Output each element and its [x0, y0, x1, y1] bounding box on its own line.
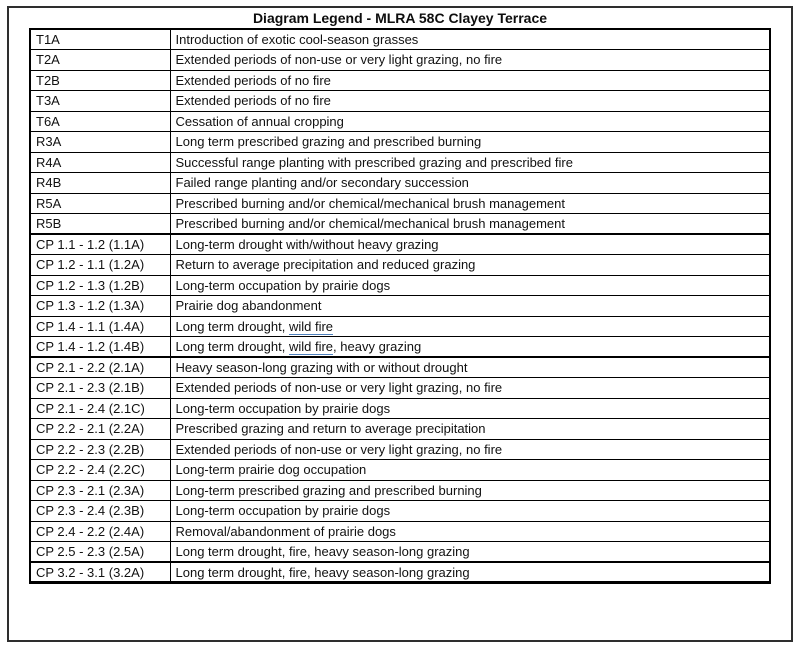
description-cell: Removal/abandonment of prairie dogs: [170, 521, 770, 542]
table-row: [30, 111, 770, 132]
table-row: [30, 255, 770, 276]
table-row: [30, 29, 770, 50]
table-row: [30, 521, 770, 542]
description-cell: Long term drought, fire, heavy season-long grazing: [170, 562, 770, 583]
description-cell: Prescribed burning and/or chemical/mechanical brush management: [170, 214, 770, 235]
table-row: [30, 193, 770, 214]
pathway-code-cell: CP 2.2 - 2.4 (2.2C): [30, 460, 170, 481]
pathway-code-cell: CP 1.1 - 1.2 (1.1A): [30, 234, 170, 255]
pathway-code-cell: CP 2.1 - 2.4 (2.1C): [30, 398, 170, 419]
pathway-code-cell: R4B: [30, 173, 170, 194]
table-row: [30, 296, 770, 317]
description-cell: Heavy season-long grazing with or without drought: [170, 357, 770, 378]
pathway-code-cell: T6A: [30, 111, 170, 132]
pathway-code-cell: T3A: [30, 91, 170, 112]
pathway-code-cell: CP 3.2 - 3.1 (3.2A): [30, 562, 170, 583]
description-cell: Extended periods of non-use or very light grazing, no fire: [170, 439, 770, 460]
table-row: [30, 480, 770, 501]
pathway-code-cell: CP 2.3 - 2.1 (2.3A): [30, 480, 170, 501]
description-text: Long term drought,: [175, 318, 289, 334]
table-row: [30, 398, 770, 419]
table-row: [30, 460, 770, 481]
pathway-code-cell: CP 1.2 - 1.1 (1.2A): [30, 255, 170, 276]
description-cell: Cessation of annual cropping: [170, 111, 770, 132]
pathway-code-cell: R5A: [30, 193, 170, 214]
table-row: [30, 337, 770, 358]
description-cell: Long-term drought with/without heavy grazing: [170, 234, 770, 255]
table-row: [30, 50, 770, 71]
pathway-code-cell: CP 1.3 - 1.2 (1.3A): [30, 296, 170, 317]
description-cell: Extended periods of no fire: [170, 70, 770, 91]
pathway-code-cell: R3A: [30, 132, 170, 153]
pathway-code-cell: R5B: [30, 214, 170, 235]
table-row: [30, 173, 770, 194]
table-row: [30, 542, 770, 563]
table-row: [30, 214, 770, 235]
table-row: [30, 234, 770, 255]
table-row: [30, 501, 770, 522]
pathway-code-cell: CP 1.4 - 1.1 (1.4A): [30, 316, 170, 337]
description-cell: Long-term occupation by prairie dogs: [170, 501, 770, 522]
pathway-code-cell: CP 2.3 - 2.4 (2.3B): [30, 501, 170, 522]
pathway-code-cell: CP 2.2 - 2.1 (2.2A): [30, 419, 170, 440]
table-row: [30, 357, 770, 378]
description-cell: Long term prescribed grazing and prescribed burning: [170, 132, 770, 153]
description-cell: Return to average precipitation and reduced grazing: [170, 255, 770, 276]
pathway-code-cell: T2A: [30, 50, 170, 71]
description-cell: Long term drought, fire, heavy season-long grazing: [170, 542, 770, 563]
description-cell: Long-term occupation by prairie dogs: [170, 398, 770, 419]
grammar-underlined-text: wild fire: [289, 339, 333, 357]
description-text: , heavy grazing: [333, 339, 422, 354]
description-cell: [170, 337, 770, 358]
table-row: [30, 316, 770, 337]
table-row: [30, 132, 770, 153]
pathway-code-cell: CP 2.4 - 2.2 (2.4A): [30, 521, 170, 542]
pathway-code-cell: CP 1.4 - 1.2 (1.4B): [30, 337, 170, 358]
table-row: [30, 378, 770, 399]
description-cell: Extended periods of no fire: [170, 91, 770, 112]
pathway-code-cell: CP 2.1 - 2.3 (2.1B): [30, 378, 170, 399]
description-cell: Long-term prescribed grazing and prescribed burning: [170, 480, 770, 501]
description-cell: Successful range planting with prescribed grazing and prescribed fire: [170, 152, 770, 173]
pathway-code-cell: CP 2.2 - 2.3 (2.2B): [30, 439, 170, 460]
grammar-underlined-text: wild fire: [289, 319, 333, 337]
table-row: [30, 419, 770, 440]
description-cell: Prescribed burning and/or chemical/mechanical brush management: [170, 193, 770, 214]
table-row: [30, 91, 770, 112]
description-cell: Prescribed grazing and return to average precipitation: [170, 419, 770, 440]
description-cell: Long-term occupation by prairie dogs: [170, 275, 770, 296]
page-title: Diagram Legend - MLRA 58C Clayey Terrace: [252, 10, 548, 26]
description-cell: Failed range planting and/or secondary succession: [170, 173, 770, 194]
table-row: [30, 70, 770, 91]
table-row: [30, 562, 770, 583]
description-cell: Extended periods of non-use or very light grazing, no fire: [170, 50, 770, 71]
table-row: [30, 275, 770, 296]
pathway-code-cell: T1A: [30, 29, 170, 50]
legend-table: [29, 28, 771, 584]
description-text: Long term drought,: [175, 339, 289, 354]
page-border-frame: [7, 6, 793, 642]
pathway-code-cell: CP 2.5 - 2.3 (2.5A): [30, 542, 170, 563]
description-cell: [170, 316, 770, 337]
pathway-code-cell: CP 1.2 - 1.3 (1.2B): [30, 275, 170, 296]
table-row: [30, 152, 770, 173]
pathway-code-cell: R4A: [30, 152, 170, 173]
description-cell: Long-term prairie dog occupation: [170, 460, 770, 481]
pathway-code-cell: CP 2.1 - 2.2 (2.1A): [30, 357, 170, 378]
legend-table-body: [30, 29, 770, 583]
description-cell: Prairie dog abandonment: [170, 296, 770, 317]
description-cell: Extended periods of non-use or very light grazing, no fire: [170, 378, 770, 399]
description-cell: Introduction of exotic cool-season grasses: [170, 29, 770, 50]
pathway-code-cell: T2B: [30, 70, 170, 91]
table-row: [30, 439, 770, 460]
